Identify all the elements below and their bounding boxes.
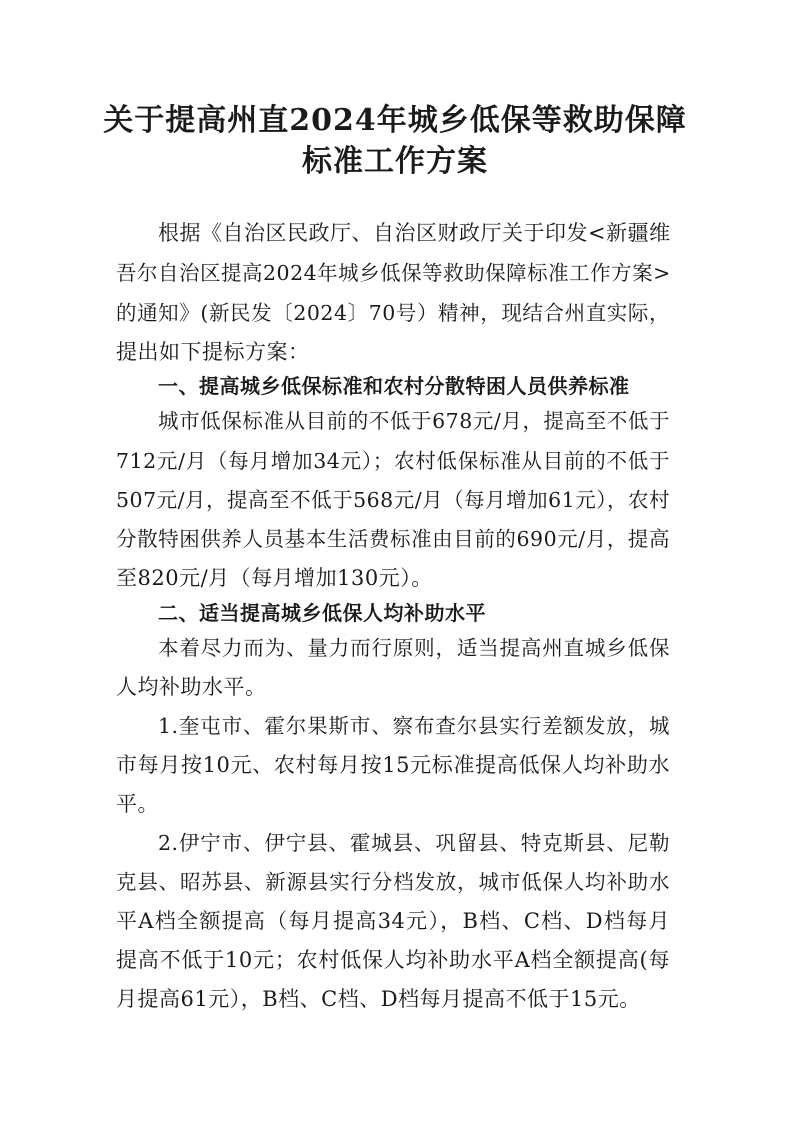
paragraph-line: 本着尽力而为、量力而行原则，适当提高州直城乡低保 (158, 636, 670, 660)
paragraph-line: 507元/月，提高至不低于568元/月（每月增加61元），农村 (116, 488, 670, 512)
list-item-line: 平A档全额提高（每月提高34元），B档、C档、D档每月 (116, 909, 670, 933)
list-item-line: 1.奎屯市、霍尔果斯市、察布查尔县实行差额发放，城 (158, 714, 670, 738)
paragraph-line: 提出如下提标方案： (116, 340, 310, 364)
paragraph-line: 根据《自治区民政厅、自治区财政厅关于印发<新疆维 (158, 221, 671, 245)
list-item-line: 提高不低于10元；农村低保人均补助水平A档全额提高(每 (116, 948, 670, 972)
paragraph-line: 人均补助水平。 (116, 675, 267, 699)
paragraph-line: 712元/月（每月增加34元）；农村低保标准从目前的不低于 (116, 449, 670, 473)
paragraph-line: 至820元/月（每月增加130元）。 (116, 566, 433, 590)
list-item-line: 平。 (116, 792, 159, 816)
paragraph-line: 分散特困供养人员基本生活费标准由目前的690元/月，提高 (116, 527, 670, 551)
list-item-line: 月提高61元），B档、C档、D档每月提高不低于15元。 (116, 987, 641, 1011)
list-item-line: 市每月按10元、农村每月按15元标准提高低保人均补助水 (116, 753, 670, 777)
document-title-line-1: 关于提高州直2024年城乡低保等救助保障 (103, 103, 687, 138)
list-item-line: 2.伊宁市、伊宁县、霍城县、巩留县、特克斯县、尼勒 (158, 831, 670, 855)
paragraph-line: 吾尔自治区提高2024年城乡低保等救助保障标准工作方案> (116, 261, 671, 285)
paragraph-line: 的通知》(新民发〔2024〕70号）精神，现结合州直实际， (116, 301, 670, 325)
paragraph-line: 城市低保标准从目前的不低于678元/月，提高至不低于 (158, 409, 670, 433)
document-title-line-2: 标准工作方案 (302, 144, 488, 179)
list-item-line: 克县、昭苏县、新源县实行分档发放，城市低保人均补助水 (116, 870, 670, 894)
section-heading-1: 一、提高城乡低保标准和农村分散特困人员供养标准 (158, 374, 630, 398)
section-heading-2: 二、适当提高城乡低保人均补助水平 (158, 601, 486, 625)
